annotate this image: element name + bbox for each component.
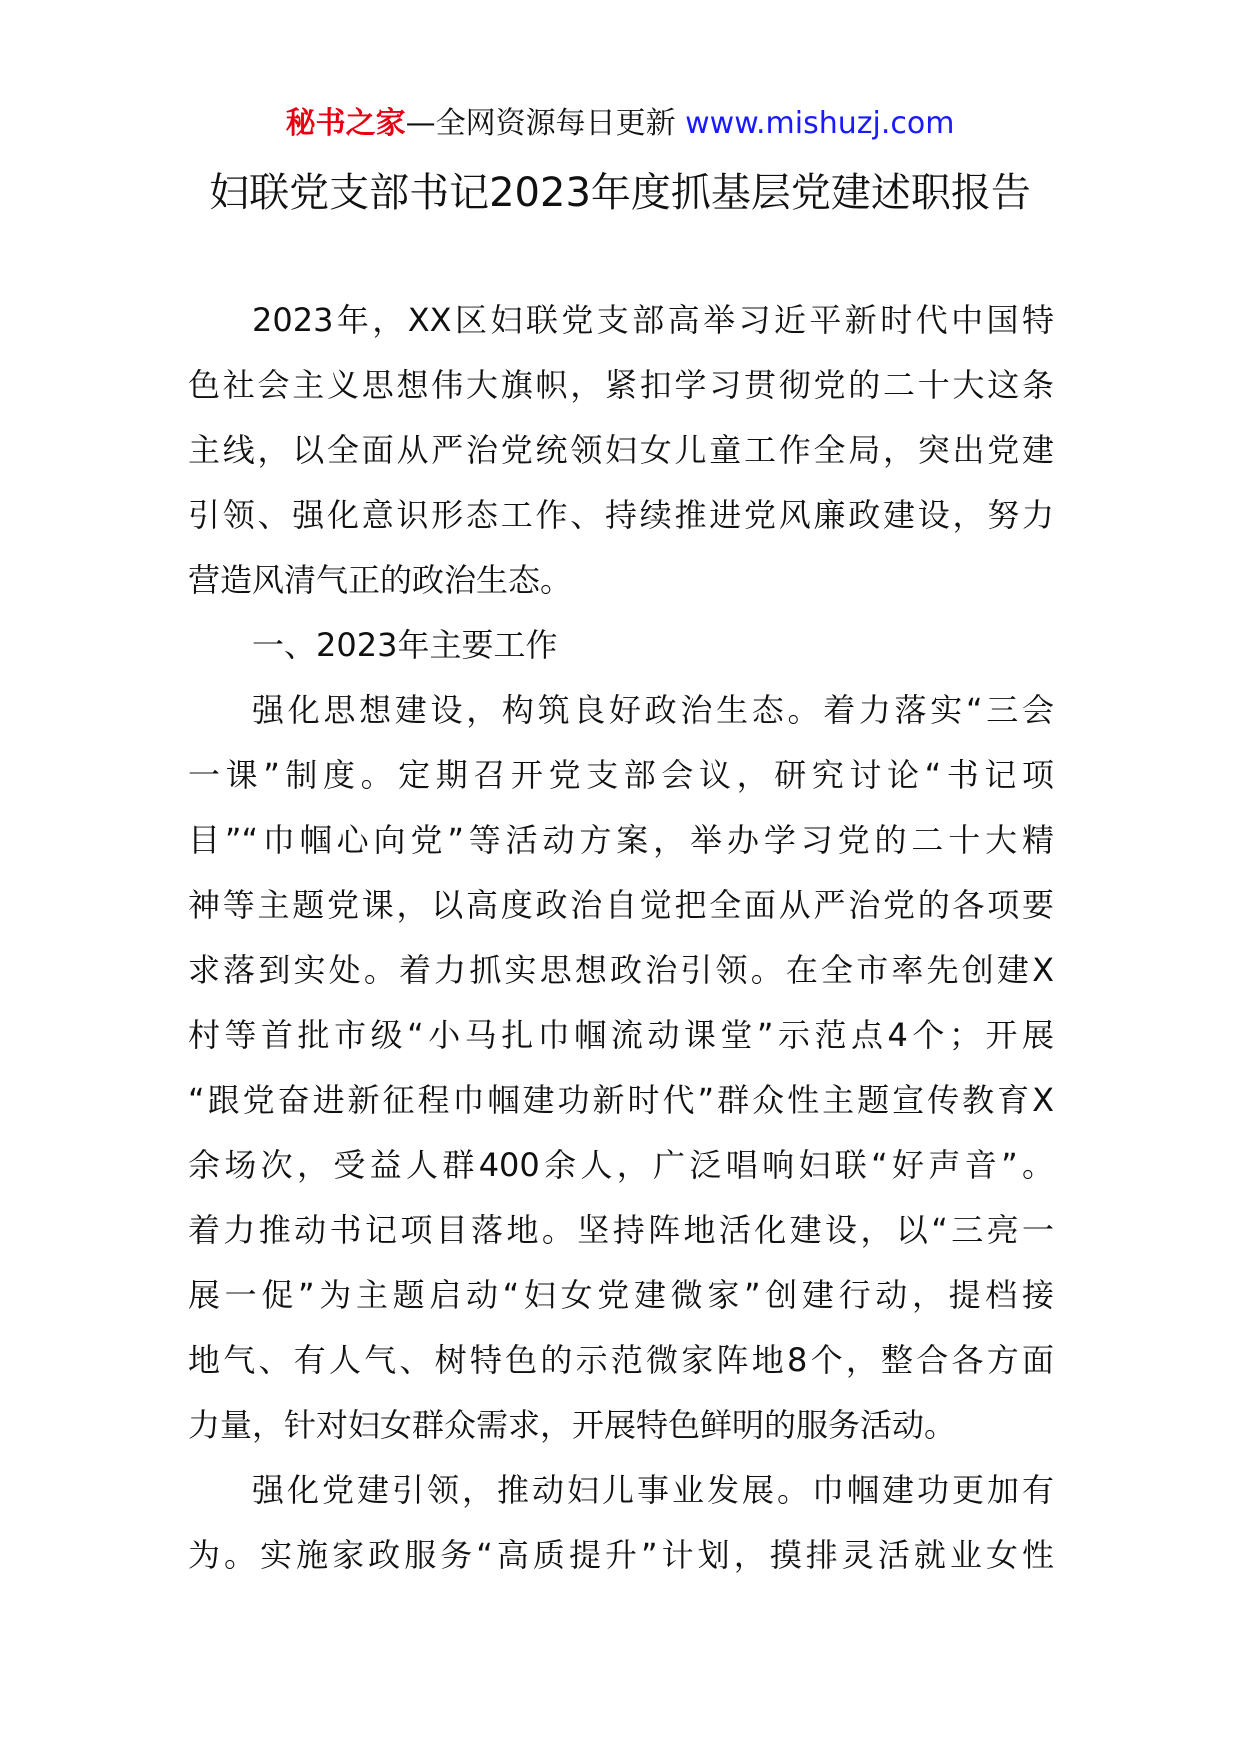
- text-line: 村等首批市级“小马扎巾帼流动课堂”示范点4个；开展: [188, 1016, 1054, 1054]
- paragraph-intro: [188, 288, 1054, 613]
- text-line: 地气、有人气、树特色的示范微家阵地8个，整合各方面: [188, 1341, 1054, 1379]
- text-line: 目”“巾帼心向党”等活动方案，举办学习党的二十大精: [188, 821, 1054, 859]
- text-line: 神等主题党课，以高度政治自觉把全面从严治党的各项要: [188, 886, 1054, 924]
- text-line: 强化党建引领，推动妇儿事业发展。巾帼建功更加有: [252, 1471, 1054, 1509]
- text-line: “跟党奋进新征程巾帼建功新时代”群众性主题宣传教育X: [188, 1081, 1054, 1119]
- text-line: 展一促”为主题启动“妇女党建微家”创建行动，提档接: [188, 1276, 1054, 1314]
- site-header: [0, 102, 1240, 146]
- text-line: 强化思想建设，构筑良好政治生态。着力落实“三会: [252, 691, 1054, 729]
- text-line: 主线，以全面从严治党统领妇女儿童工作全局，突出党建: [188, 431, 1054, 469]
- text-line: 一课”制度。定期召开党支部会议，研究讨论“书记项: [188, 756, 1054, 794]
- text-line: 力量，针对妇女群众需求，开展特色鲜明的服务活动。: [188, 1406, 957, 1444]
- text-line: 为。实施家政服务“高质提升”计划，摸排灵活就业女性: [188, 1536, 1054, 1574]
- document-title: 妇联党支部书记2023年度抓基层党建述职报告: [209, 170, 1031, 216]
- section-heading: 一、2023年主要工作: [252, 626, 558, 664]
- text-line: 着力推动书记项目落地。坚持阵地活化建设，以“三亮一: [188, 1211, 1054, 1249]
- text-line: 营造风清气正的政治生态。: [188, 561, 573, 599]
- paragraph-ideology: [188, 678, 1054, 1458]
- text-line: 求落到实处。着力抓实思想政治引领。在全市率先创建X: [188, 951, 1054, 989]
- site-brand: 秘书之家: [285, 106, 406, 141]
- document-body: [188, 288, 1054, 1588]
- site-tagline: —全网资源每日更新: [405, 106, 686, 141]
- text-line: 余场次，受益人群400余人，广泛唱响妇联“好声音”。: [188, 1146, 1054, 1184]
- text-line: 引领、强化意识形态工作、持续推进党风廉政建设，努力: [188, 496, 1054, 534]
- text-line: 色社会主义思想伟大旗帜，紧扣学习贯彻党的二十大这条: [188, 366, 1054, 404]
- text-line: 2023年，XX区妇联党支部高举习近平新时代中国特: [252, 301, 1054, 339]
- paragraph-leadership: [188, 1458, 1054, 1588]
- site-url[interactable]: www.mishuzj.com: [685, 106, 955, 141]
